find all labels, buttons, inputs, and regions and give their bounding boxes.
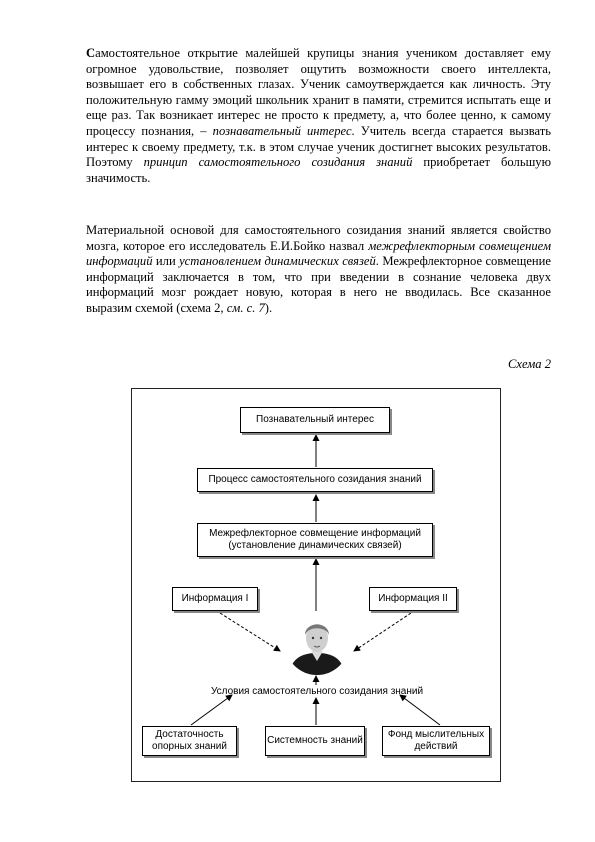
paragraph-1-text-a: амостоятельное открытие малейшей крупицы знания учеником доставляет ему огромное удовольствие, позволяет ощутить возможности своего интеллекта, возвышает его в собственных глазах. Ученик самоутверждается как личность. Эту положительную гамму эмоций школьник хранит в памяти, стремится испытать еще и еще раз. Так возникает интерес не просто к предмету, а, что более ценно, к самому процессу познания, –	[86, 46, 551, 138]
paragraph-2	[86, 223, 551, 317]
paragraph-1-italic-a: познавательный интерес	[212, 123, 352, 138]
box-information-1: Информация I	[172, 587, 258, 611]
paragraph-1-text-c: приобретает большую значимость.	[86, 155, 551, 185]
paragraph-1	[86, 46, 551, 186]
box-reflex-combination-line2: (установление динамических связей)	[228, 540, 402, 551]
student-portrait-graphic	[285, 611, 349, 675]
box-sufficient-knowledge: Достаточность опорных знаний	[142, 726, 237, 756]
drop-letter: С	[86, 46, 96, 60]
arrow-sufficiency-to-conditions	[191, 695, 232, 725]
box-cognitive-interest: Познавательный интерес	[240, 407, 390, 433]
scheme-diagram	[131, 388, 501, 782]
paragraph-2-italic-c: см. с. 7	[226, 300, 265, 315]
paragraph-2-text-a: Материальной основой для самостоятельного созидания знаний является свойство мозга, которое его исследователь Е.И.Бойко назвал	[86, 223, 551, 253]
box-thinking-actions: Фонд мыслительных действий	[382, 726, 490, 756]
box-knowledge-process: Процесс самостоятельного созидания знаний	[197, 468, 433, 492]
paragraph-2-italic-a: межрефлекторным совмещением информаций	[86, 238, 551, 269]
conditions-label: Условия самостоятельного созидания знаний	[210, 686, 424, 697]
box-reflex-combination	[197, 523, 433, 557]
arrow-info2-to-photo	[354, 613, 411, 651]
scheme-caption: Схема 2	[507, 357, 551, 371]
student-portrait	[285, 611, 349, 675]
paragraph-1-italic-b: принцип самостоятельного созидания знаний	[143, 155, 413, 170]
arrow-info1-to-photo	[220, 613, 280, 651]
box-information-2: Информация II	[369, 587, 457, 611]
arrow-fund-to-conditions	[400, 695, 440, 725]
diagram-arrows	[132, 389, 502, 783]
paragraph-2-text-d: ).	[264, 300, 273, 315]
paragraph-1-text-b: . Учитель всегда старается вызвать интерес к своему предмету, т.к. в этом случае ученик достигнет высоких результатов. Поэтому	[86, 123, 551, 170]
box-systematic-knowledge: Системность знаний	[265, 726, 365, 756]
paragraph-2-italic-b: установлением динамических связей	[179, 254, 376, 269]
box-reflex-combination-line1: Межрефлекторное совмещение информаций	[209, 528, 421, 539]
paragraph-2-text-c: . Межрефлекторное совмещение информаций заключается в том, что при введении в сознание человека двух информаций мозг рождает новую, которая в него не вводилась. Все сказанное выразим схемой (схема 2,	[86, 254, 551, 315]
paragraph-2-text-b: или	[152, 254, 180, 269]
